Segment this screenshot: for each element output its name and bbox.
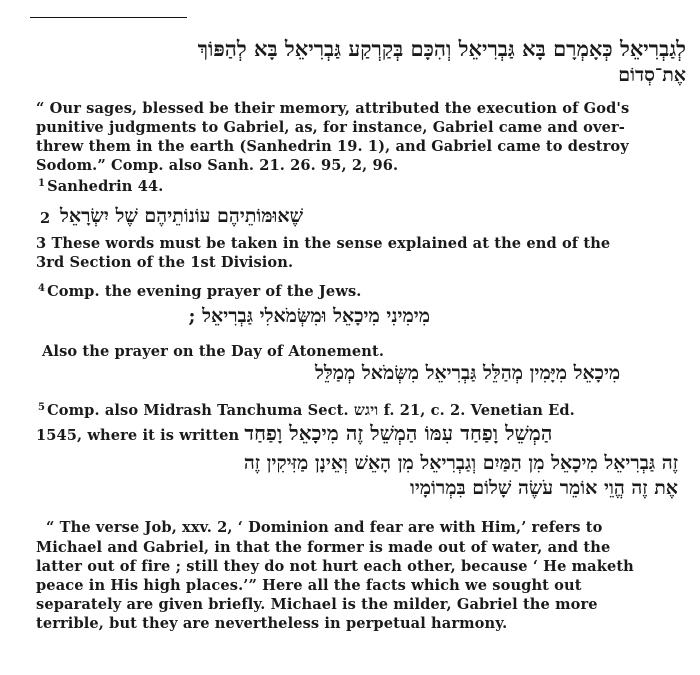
footnote-4-text: Comp. the evening prayer of the Jews. xyxy=(47,283,362,300)
translation-line-4: Sodom.” Comp. also Sanh. 21. 26. 95, 2, 96. xyxy=(36,157,399,174)
footnote-marker-4: 4 xyxy=(38,283,46,294)
footnote-5-hebrew-inline: הַמְשֵׁל וָפַחַד עִמּוֹ הַמְשֵׁל זֶה מִיכָאֵל וָפַחַד xyxy=(244,421,553,445)
footnote-3-line-2: 3rd Section of the 1st Division. xyxy=(36,254,294,271)
footnote-4-also: Also the prayer on the Day of Atonement. xyxy=(42,343,385,360)
footnote-5-line-2 xyxy=(36,421,553,445)
footnote-marker-2: 2 xyxy=(40,210,51,227)
translation-line-2: punitive judgments to Gabriel, as, for instance, Gabriel came and over- xyxy=(36,119,625,136)
translation-line-1: “ Our sages, blessed be their memory, attributed the execution of God's xyxy=(36,100,630,117)
footnote-3-text-1: These words must be taken in the sense explained at the end of the xyxy=(51,235,611,252)
footnote-5-line-1 xyxy=(38,401,575,422)
footnote-4 xyxy=(38,283,361,303)
footnote-5-text-1b: f. 21, c. 2. Venetian Ed. xyxy=(383,402,575,419)
footnote-marker-5: 5 xyxy=(38,402,46,413)
footnote-divider-rule xyxy=(30,17,187,18)
footnote-5-hebrew-vayigash: ויגש xyxy=(353,400,379,419)
footnote-5-text-1a: Comp. also Midrash Tanchuma Sect. xyxy=(47,402,349,419)
footnote-5-hebrew-line-3: זֶה גַּבְרִיאֵל מִיכָאֵל מִן הַמַּיִם וְגַבְרִיאֵל מִן הָאֵשׁ וְאֵינָן מַזִּיקִין זֶה xyxy=(243,452,678,474)
final-line-2: Michael and Gabriel, in that the former is made out of water, and the xyxy=(36,539,611,556)
footnote-4-hebrew-atonement: מִיכָאֵל מִיָּמִין מְהַלֵּל גַּבְרִיאֵל מִשְּׂמֹאל מְמַלֵּל xyxy=(315,362,621,384)
hebrew-quote-line-2: אֶת־סְדוֹם xyxy=(618,64,686,86)
footnote-marker-1: 1 xyxy=(38,178,46,189)
footnote-3-line-1 xyxy=(36,235,610,253)
footnote-5-text-2a: 1545, where it is written xyxy=(36,427,240,444)
footnote-5-hebrew-line-4: אֶת זֶה הֱוֵי אוֹמֵר עֹשֶׂה שָׁלוֹם בִּמְרוֹמָיו xyxy=(409,477,678,499)
hebrew-quote-line-1: לְגַבְרִיאֵל כְּאָמְרָם בָּא גַּבְרִיאֵל וְהִכָּם בְּקַרְקַע גַּבְרִיאֵל בָּא לְהַפּוֹךְ xyxy=(197,36,686,61)
footnote-2-hebrew: שֶׁאוּמּוֹתֵיהֶם עוֹנוֹתֵיהֶם שֶׁל יִשְׂרָאֵל xyxy=(60,205,304,227)
footnote-4-hebrew-evening: מִימִינִי מִיכָאֵל וּמִשְּׂמֹאלִי גַּבְרִיאֵל ; xyxy=(188,305,430,327)
final-line-4: peace in His high places.’” Here all the facts which we sought out xyxy=(36,577,582,594)
footnote-1 xyxy=(38,178,163,198)
final-line-3: latter out of fire ; still they do not hurt each other, because ‘ He maketh xyxy=(36,558,634,575)
final-line-6: terrible, but they are nevertheless in perpetual harmony. xyxy=(36,615,508,632)
final-line-5: separately are given briefly. Michael is the milder, Gabriel the more xyxy=(36,596,598,613)
translation-line-3: threw them in the earth (Sanhedrin 19. 1), and Gabriel came to destroy xyxy=(36,138,629,155)
footnote-marker-3: 3 xyxy=(36,235,47,252)
final-line-1: “ The verse Job, xxv. 2, ‘ Dominion and fear are with Him,’ refers to xyxy=(46,519,603,536)
footnote-1-text: Sanhedrin 44. xyxy=(47,178,164,195)
